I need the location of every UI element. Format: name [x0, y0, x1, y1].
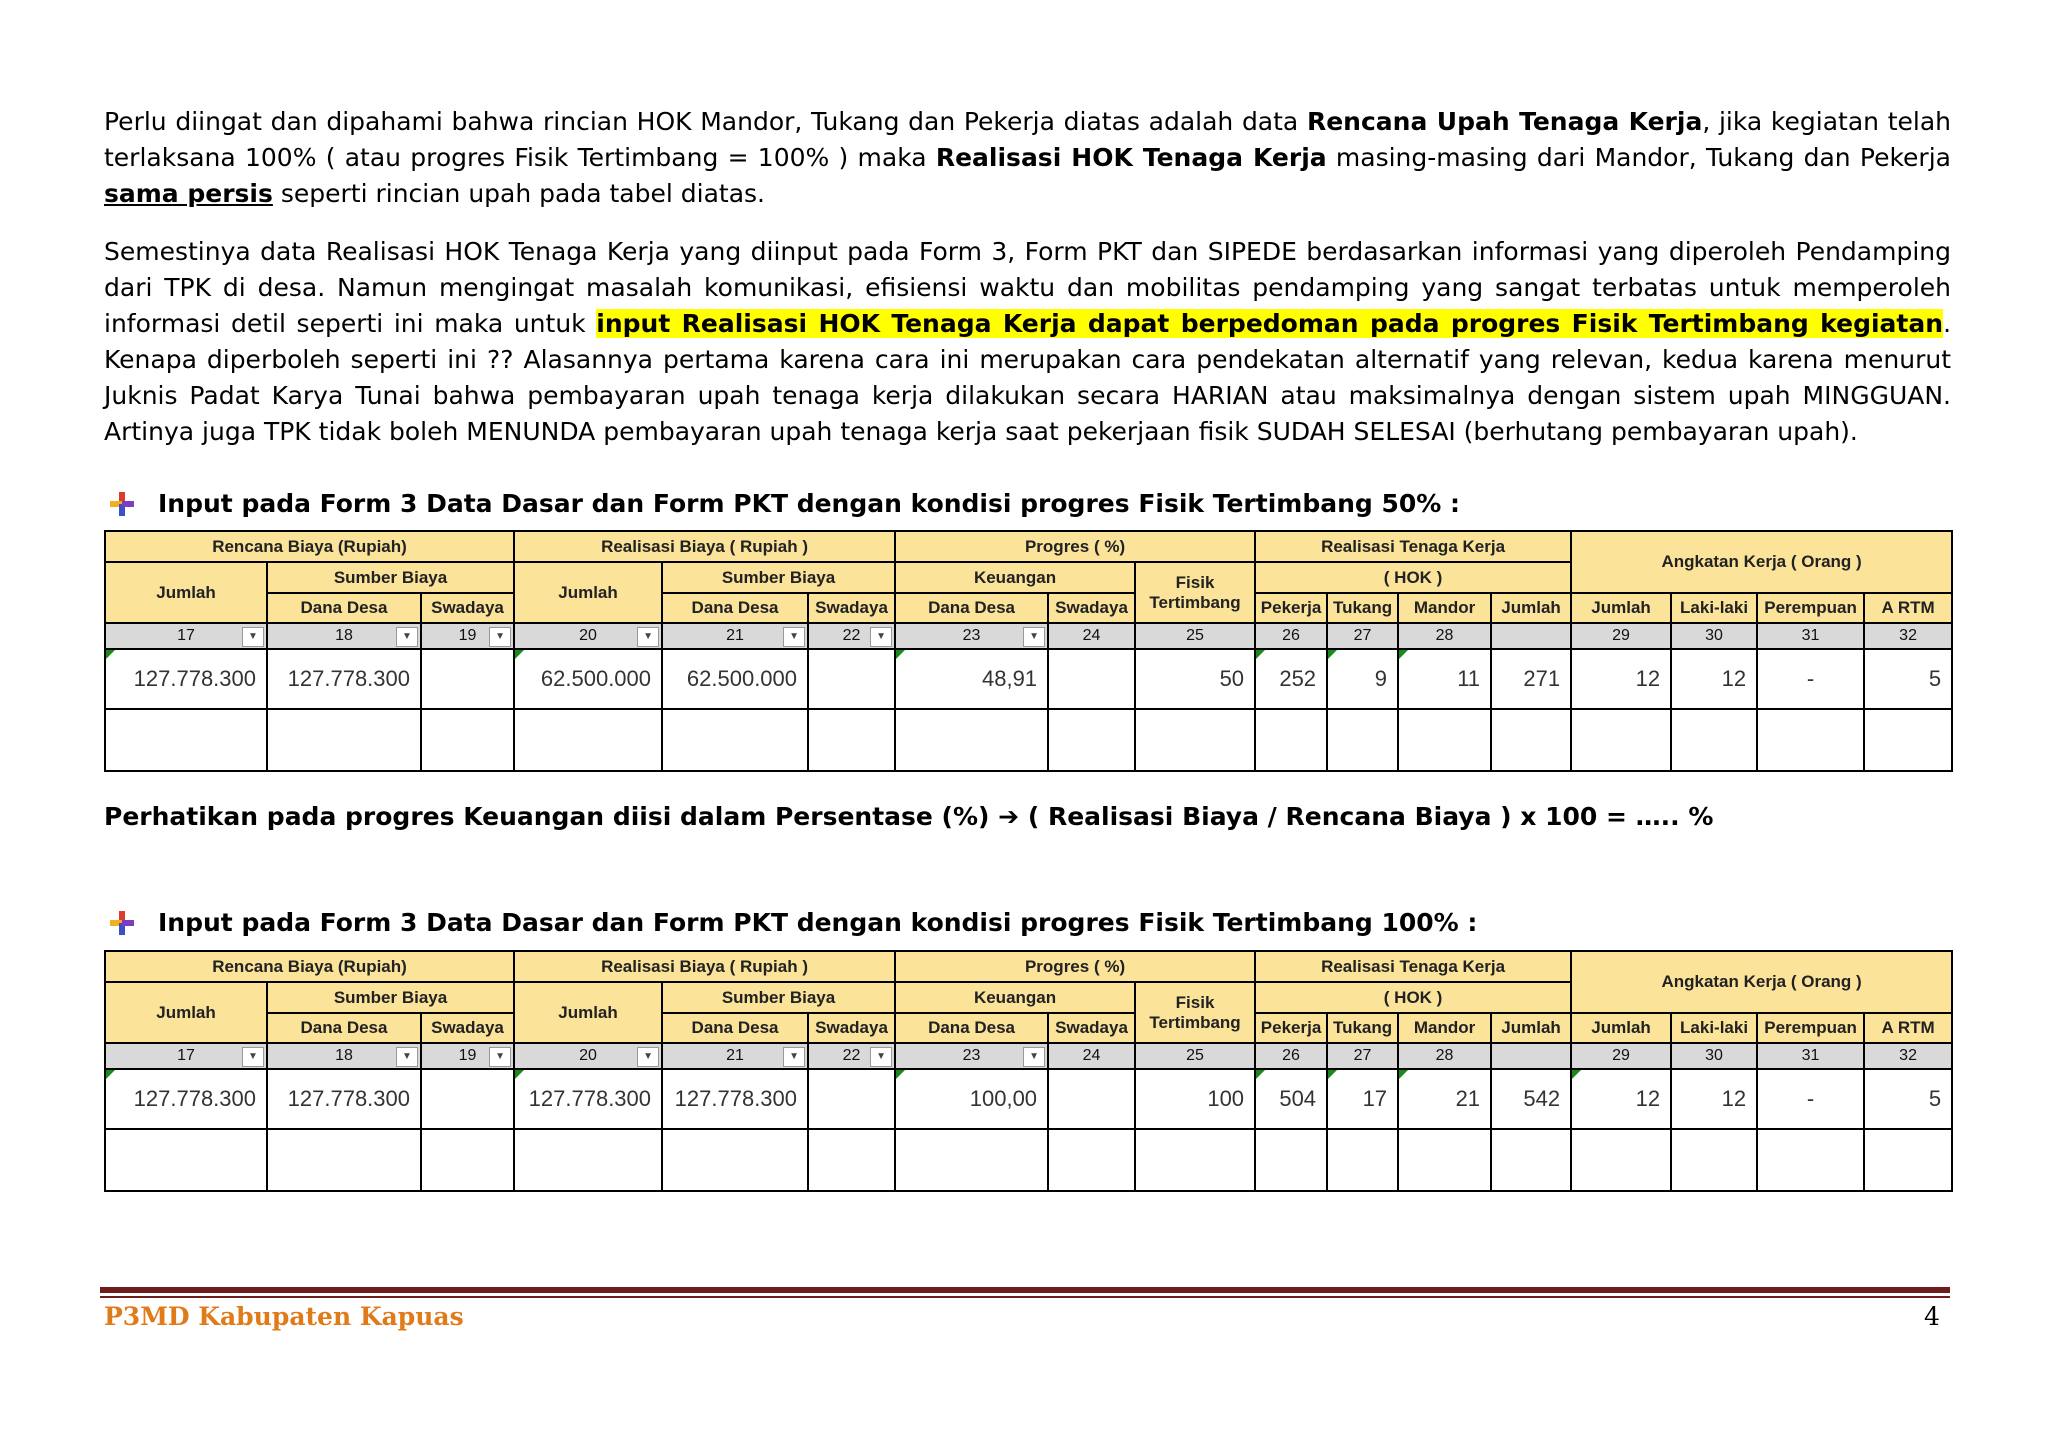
footer-rule	[100, 1296, 1950, 1298]
col-number-cell: 17 ▼	[105, 1043, 267, 1069]
hdr-perempuan: Perempuan	[1757, 1013, 1864, 1043]
hdr-swadaya: Swadaya	[808, 1013, 895, 1043]
empty-row	[105, 709, 1952, 771]
cell-realisasi-jumlah[interactable]: 62.500.000	[514, 649, 662, 709]
cell-realisasi-jumlah[interactable]: 127.778.300	[514, 1069, 662, 1129]
cell-realisasi-swadaya[interactable]	[808, 1069, 895, 1129]
col-number-cell: 17 ▼	[105, 623, 267, 649]
col-number-cell: 28	[1398, 1043, 1491, 1069]
section-heading-50: Input pada Form 3 Data Dasar dan Form PKT dengan kondisi progres Fisik Tertimbang 50% :	[108, 489, 1460, 518]
cell-a-rtm[interactable]: 5	[1864, 649, 1952, 709]
cell-hok-jumlah[interactable]: 542	[1491, 1069, 1571, 1129]
hdr-a-rtm: A RTM	[1864, 1013, 1952, 1043]
hdr-mandor: Mandor	[1398, 1013, 1491, 1043]
hdr-rencana-biaya: Rencana Biaya (Rupiah)	[105, 951, 514, 982]
dropdown-arrow-icon[interactable]: ▼	[637, 627, 659, 647]
hdr-laki-laki: Laki-laki	[1671, 593, 1757, 623]
cell-realisasi-swadaya[interactable]	[808, 649, 895, 709]
hdr-jumlah: Jumlah	[1491, 593, 1571, 623]
col-number-cell: 27	[1327, 1043, 1398, 1069]
col-number-cell	[1491, 623, 1571, 649]
cell-tukang[interactable]: 9	[1327, 649, 1398, 709]
hdr-realisasi-biaya: Realisasi Biaya ( Rupiah )	[514, 531, 895, 562]
col-number-cell: 30	[1671, 1043, 1757, 1069]
hdr-angkatan: Angkatan Kerja ( Orang )	[1571, 531, 1952, 593]
cell-rencana-jumlah[interactable]: 127.778.300	[105, 1069, 267, 1129]
plus-bullet-icon	[108, 909, 136, 937]
col-number-cell: 18 ▼	[267, 623, 421, 649]
cell-rencana-swadaya[interactable]	[421, 1069, 514, 1129]
dropdown-arrow-icon[interactable]: ▼	[783, 627, 805, 647]
hdr-progres: Progres ( %)	[895, 531, 1255, 562]
plus-bullet-icon	[108, 490, 136, 518]
empty-row	[105, 1129, 1952, 1191]
col-number-cell: 19 ▼	[421, 623, 514, 649]
col-number-cell: 24	[1048, 623, 1135, 649]
paragraph-realisasi-hok: Semestinya data Realisasi HOK Tenaga Kerja yang diinput pada Form 3, Form PKT dan SIPEDE berdasarkan informasi yang diperoleh Pendamping dari TPK di desa. Namun mengingat masalah komunikasi, efisiensi waktu dan mobilitas pendamping yang sangat terbatas untuk memperoleh informasi detil seperti ini maka untuk input Realisasi HOK Tenaga Kerja dapat berpedoman pada progres Fisik Tertimbang kegiatan. Kenapa diperboleh seperti ini ?? Alasannya pertama karena cara ini merupakan cara pendekatan alternatif yang relevan, kedua karena menurut Juknis Padat Karya Tunai bahwa pembayaran upah tenaga kerja dilakukan secara HARIAN atau maksimalnya dengan sistem upah MINGGUAN. Artinya juga TPK tidak boleh MENUNDA pembayaran upah tenaga kerja saat pekerjaan fisik SUDAH SELESAI (berhutang pembayaran upah).	[104, 237, 1952, 446]
col-number-cell: 29	[1571, 1043, 1671, 1069]
col-number-cell: 31	[1757, 623, 1864, 649]
hdr-sumber-biaya: Sumber Biaya	[267, 562, 514, 593]
cell-rencana-dana-desa[interactable]: 127.778.300	[267, 649, 421, 709]
col-number-cell: 26	[1255, 623, 1327, 649]
cell-realisasi-dana-desa[interactable]: 62.500.000	[662, 649, 808, 709]
dropdown-arrow-icon[interactable]: ▼	[242, 1047, 264, 1067]
cell-pekerja[interactable]: 504	[1255, 1069, 1327, 1129]
hdr-jumlah: Jumlah	[105, 982, 267, 1043]
hdr-pekerja: Pekerja	[1255, 1013, 1327, 1043]
cell-hok-jumlah[interactable]: 271	[1491, 649, 1571, 709]
col-number-cell: 20 ▼	[514, 1043, 662, 1069]
hdr-hok: ( HOK )	[1255, 562, 1571, 593]
note-keuangan-persentase: Perhatikan pada progres Keuangan diisi dalam Persentase (%) ➔ ( Realisasi Biaya / Rencana Biaya ) x 100 = ….. %	[104, 802, 1714, 831]
hdr-sumber-biaya: Sumber Biaya	[662, 562, 895, 593]
footer-rule	[100, 1287, 1950, 1293]
hdr-dana-desa: Dana Desa	[662, 1013, 808, 1043]
cell-realisasi-dana-desa[interactable]: 127.778.300	[662, 1069, 808, 1129]
col-number-cell: 32	[1864, 1043, 1952, 1069]
hdr-realisasi-biaya: Realisasi Biaya ( Rupiah )	[514, 951, 895, 982]
cell-fisik-tertimbang[interactable]: 50	[1135, 649, 1255, 709]
hdr-dana-desa: Dana Desa	[662, 593, 808, 623]
col-number-cell: 29	[1571, 623, 1671, 649]
hdr-tukang: Tukang	[1327, 593, 1398, 623]
hdr-keuangan: Keuangan	[895, 562, 1135, 593]
hdr-swadaya: Swadaya	[421, 593, 514, 623]
hdr-dana-desa: Dana Desa	[267, 1013, 421, 1043]
col-number-cell: 24	[1048, 1043, 1135, 1069]
hdr-fisik-tertimbang: Fisik Tertimbang	[1135, 562, 1255, 623]
cell-angkatan-jumlah[interactable]: 12	[1571, 649, 1671, 709]
hdr-angkatan: Angkatan Kerja ( Orang )	[1571, 951, 1952, 1013]
col-number-cell	[1491, 1043, 1571, 1069]
cell-perempuan[interactable]: -	[1757, 1069, 1864, 1129]
hdr-a-rtm: A RTM	[1864, 593, 1952, 623]
col-number-cell: 20 ▼	[514, 623, 662, 649]
dropdown-arrow-icon[interactable]: ▼	[870, 1047, 892, 1067]
hdr-realisasi-tk: Realisasi Tenaga Kerja	[1255, 951, 1571, 982]
col-number-cell: 26	[1255, 1043, 1327, 1069]
table-progres-50	[104, 530, 1953, 772]
col-number-cell: 28	[1398, 623, 1491, 649]
dropdown-arrow-icon[interactable]: ▼	[489, 1047, 511, 1067]
hdr-progres: Progres ( %)	[895, 951, 1255, 982]
hdr-tukang: Tukang	[1327, 1013, 1398, 1043]
col-number-cell: 21 ▼	[662, 623, 808, 649]
col-number-cell: 18 ▼	[267, 1043, 421, 1069]
hdr-jumlah: Jumlah	[1571, 1013, 1671, 1043]
dropdown-arrow-icon[interactable]: ▼	[783, 1047, 805, 1067]
cell-fisik-tertimbang[interactable]: 100	[1135, 1069, 1255, 1129]
cell-tukang[interactable]: 17	[1327, 1069, 1398, 1129]
page-number: 4	[1924, 1302, 1940, 1331]
col-number-cell: 32	[1864, 623, 1952, 649]
cell-pekerja[interactable]: 252	[1255, 649, 1327, 709]
cell-rencana-dana-desa[interactable]: 127.778.300	[267, 1069, 421, 1129]
col-number-cell: 31	[1757, 1043, 1864, 1069]
col-number-cell: 21 ▼	[662, 1043, 808, 1069]
hdr-pekerja: Pekerja	[1255, 593, 1327, 623]
col-number-cell: 19 ▼	[421, 1043, 514, 1069]
hdr-sumber-biaya: Sumber Biaya	[267, 982, 514, 1013]
hdr-jumlah: Jumlah	[514, 562, 662, 623]
hdr-realisasi-tk: Realisasi Tenaga Kerja	[1255, 531, 1571, 562]
hdr-laki-laki: Laki-laki	[1671, 1013, 1757, 1043]
col-number-cell: 27	[1327, 623, 1398, 649]
col-number-cell: 23 ▼	[895, 623, 1048, 649]
dropdown-arrow-icon[interactable]: ▼	[870, 627, 892, 647]
hdr-jumlah: Jumlah	[105, 562, 267, 623]
cell-angkatan-jumlah[interactable]: 12	[1571, 1069, 1671, 1129]
hdr-mandor: Mandor	[1398, 593, 1491, 623]
paragraph-rencana-upah: Perlu diingat dan dipahami bahwa rincian HOK Mandor, Tukang dan Pekerja diatas adalah data Rencana Upah Tenaga Kerja, jika kegiatan telah terlaksana 100% ( atau progres Fisik Tertimbang = 100% ) maka Realisasi HOK Tenaga Kerja masing-masing dari Mandor, Tukang dan Pekerja sama persis seperti rincian upah pada tabel diatas.	[104, 107, 1951, 208]
cell-keuangan-dana-desa[interactable]: 48,91	[895, 649, 1048, 709]
dropdown-arrow-icon[interactable]: ▼	[637, 1047, 659, 1067]
col-number-cell: 30	[1671, 623, 1757, 649]
cell-mandor[interactable]: 11	[1398, 649, 1491, 709]
hdr-swadaya: Swadaya	[421, 1013, 514, 1043]
dropdown-arrow-icon[interactable]: ▼	[396, 627, 418, 647]
col-number-cell: 23 ▼	[895, 1043, 1048, 1069]
hdr-dana-desa: Dana Desa	[895, 593, 1048, 623]
hdr-dana-desa: Dana Desa	[267, 593, 421, 623]
dropdown-arrow-icon[interactable]: ▼	[489, 627, 511, 647]
arrow-right-icon: ➔	[998, 802, 1020, 831]
col-number-cell: 22 ▼	[808, 623, 895, 649]
col-number-cell: 22 ▼	[808, 1043, 895, 1069]
cell-mandor[interactable]: 21	[1398, 1069, 1491, 1129]
hdr-hok: ( HOK )	[1255, 982, 1571, 1013]
cell-keuangan-swadaya[interactable]	[1048, 649, 1135, 709]
dropdown-arrow-icon[interactable]: ▼	[242, 627, 264, 647]
hdr-fisik-tertimbang: Fisik Tertimbang	[1135, 982, 1255, 1043]
dropdown-arrow-icon[interactable]: ▼	[1023, 1047, 1045, 1067]
cell-rencana-jumlah[interactable]: 127.778.300	[105, 649, 267, 709]
cell-a-rtm[interactable]: 5	[1864, 1069, 1952, 1129]
hdr-swadaya: Swadaya	[1048, 593, 1135, 623]
footer-org-name: P3MD Kabupaten Kapuas	[104, 1302, 464, 1331]
hdr-jumlah: Jumlah	[514, 982, 662, 1043]
hdr-jumlah: Jumlah	[1571, 593, 1671, 623]
hdr-jumlah: Jumlah	[1491, 1013, 1571, 1043]
dropdown-arrow-icon[interactable]: ▼	[1023, 627, 1045, 647]
table-progres-100	[104, 950, 1953, 1192]
col-number-cell: 25	[1135, 1043, 1255, 1069]
cell-laki-laki[interactable]: 12	[1671, 649, 1757, 709]
hdr-rencana-biaya: Rencana Biaya (Rupiah)	[105, 531, 514, 562]
hdr-perempuan: Perempuan	[1757, 593, 1864, 623]
col-number-cell: 25	[1135, 623, 1255, 649]
cell-perempuan[interactable]: -	[1757, 649, 1864, 709]
cell-rencana-swadaya[interactable]	[421, 649, 514, 709]
hdr-swadaya: Swadaya	[1048, 1013, 1135, 1043]
dropdown-arrow-icon[interactable]: ▼	[396, 1047, 418, 1067]
hdr-dana-desa: Dana Desa	[895, 1013, 1048, 1043]
section-heading-100: Input pada Form 3 Data Dasar dan Form PKT dengan kondisi progres Fisik Tertimbang 100% :	[108, 908, 1477, 937]
hdr-keuangan: Keuangan	[895, 982, 1135, 1013]
hdr-sumber-biaya: Sumber Biaya	[662, 982, 895, 1013]
cell-keuangan-dana-desa[interactable]: 100,00	[895, 1069, 1048, 1129]
cell-laki-laki[interactable]: 12	[1671, 1069, 1757, 1129]
cell-keuangan-swadaya[interactable]	[1048, 1069, 1135, 1129]
hdr-swadaya: Swadaya	[808, 593, 895, 623]
